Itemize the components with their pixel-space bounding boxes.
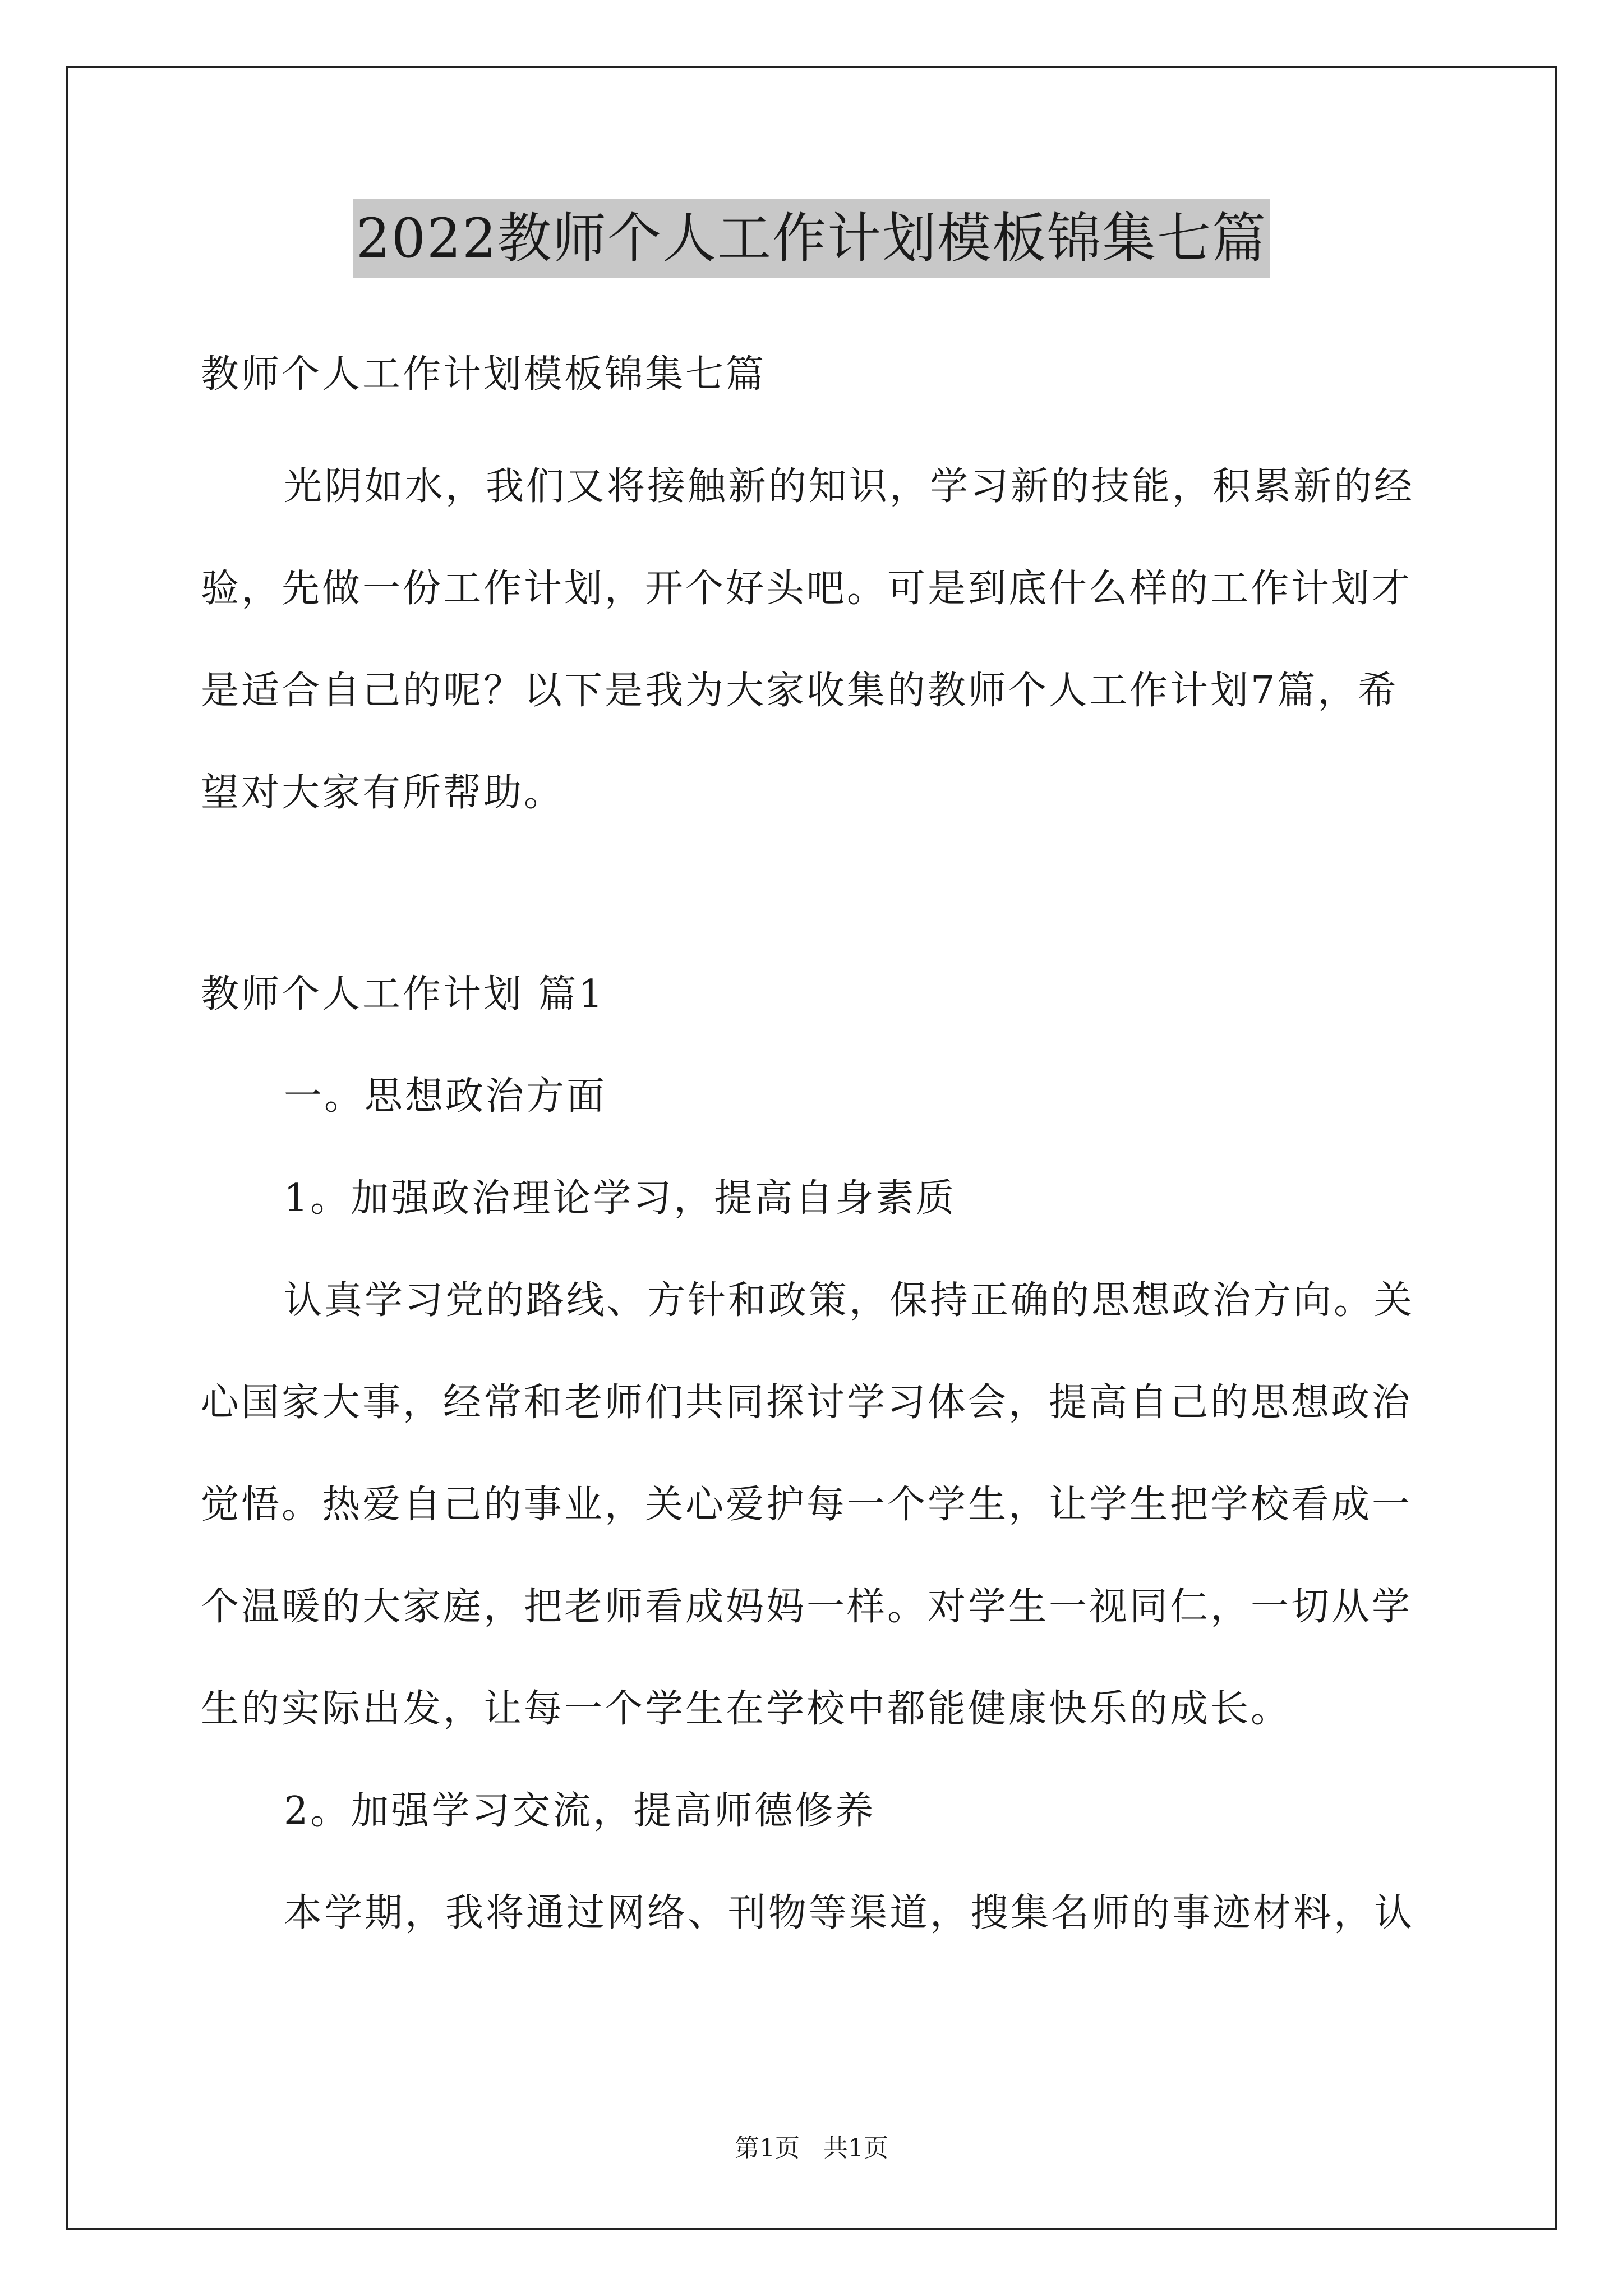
item1-line-5: 生的实际出发，让每一个学生在学校中都能健康快乐的成长。: [201, 1687, 1292, 1731]
intro-line-4: 望对大家有所帮助。: [201, 771, 565, 815]
item1-heading: 1。加强政治理论学习，提高自身素质: [284, 1176, 957, 1221]
item2-heading: 2。加强学习交流，提高师德修养: [284, 1789, 876, 1833]
item1-line-4: 个温暖的大家庭，把老师看成妈妈一样。对学生一视同仁，一切从学: [201, 1585, 1413, 1629]
intro-line-2: 验，先做一份工作计划，开个好头吧。可是到底什么样的工作计划才: [201, 567, 1413, 611]
document-title: 2022教师个人工作计划模板锦集七篇: [353, 199, 1270, 278]
part-heading: 一。思想政治方面: [284, 1074, 607, 1119]
intro-line-1: 光阴如水，我们又将接触新的知识，学习新的技能，积累新的经: [284, 464, 1415, 509]
item2-line-1: 本学期，我将通过网络、刊物等渠道，搜集名师的事迹材料，认: [284, 1891, 1415, 1935]
subtitle: 教师个人工作计划模板锦集七篇: [201, 352, 767, 397]
page-total: 共1页: [823, 2134, 888, 2162]
item1-line-2: 心国家大事，经常和老师们共同探讨学习体会，提高自己的思想政治: [201, 1381, 1413, 1425]
page-number: 第1页: [735, 2134, 800, 2162]
section-heading: 教师个人工作计划 篇1: [201, 972, 605, 1016]
item1-line-1: 认真学习党的路线、方针和政策，保持正确的思想政治方向。关: [284, 1278, 1415, 1323]
page-footer: [0, 2132, 1623, 2165]
item1-line-3: 觉悟。热爱自己的事业，关心爱护每一个学生，让学生把学校看成一: [201, 1483, 1413, 1527]
title-block: [0, 199, 1623, 278]
intro-line-3: 是适合自己的呢？以下是我为大家收集的教师个人工作计划7篇，希: [201, 669, 1399, 713]
